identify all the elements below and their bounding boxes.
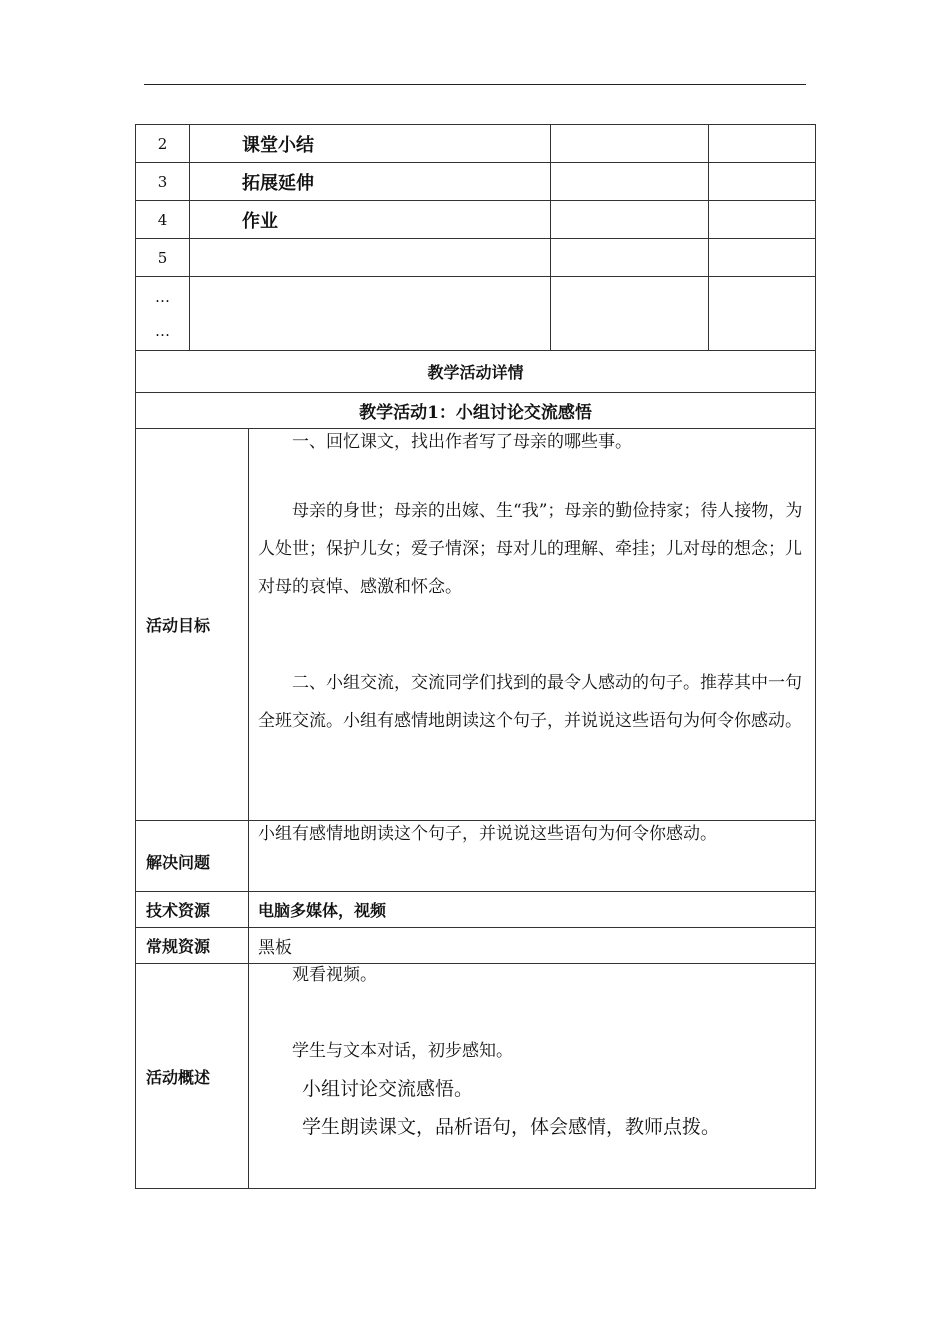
- goal-paragraph: 二、小组交流，交流同学们找到的最令人感动的句子。推荐其中一句全班交流。小组有感情地朗读这个句子，并说说这些语句为何令你感动。: [258, 673, 802, 731]
- row-title: 作业: [190, 201, 551, 239]
- row-title: [190, 239, 551, 277]
- ellipsis-line: …: [155, 287, 170, 306]
- ellipsis-cell: [136, 277, 190, 351]
- header-rule: [144, 84, 806, 85]
- row-number: 5: [136, 239, 190, 277]
- empty-cell: [551, 201, 709, 239]
- empty-cell: [709, 201, 816, 239]
- goal-content: [249, 429, 816, 821]
- row-number: 4: [136, 201, 190, 239]
- empty-cell: [551, 277, 709, 351]
- overview-row: [136, 964, 816, 1189]
- overview-content: [249, 964, 816, 1189]
- tech-row: [136, 892, 816, 928]
- overview-line: 小组讨论交流感悟。: [302, 1078, 474, 1100]
- tech-text: 电脑多媒体，视频: [249, 892, 816, 928]
- goal-label: 活动目标: [136, 429, 249, 821]
- row-title: 课堂小结: [190, 125, 551, 163]
- activity-title: 教学活动1：小组讨论交流感悟: [136, 393, 816, 429]
- tech-label: 技术资源: [136, 892, 249, 928]
- problem-label: 解决问题: [136, 821, 249, 892]
- lesson-plan-table: [135, 124, 816, 1189]
- section-title: 教学活动详情: [136, 351, 816, 393]
- problem-text: 小组有感情地朗读这个句子，并说说这些语句为何令你感动。: [258, 824, 717, 844]
- row-title: 拓展延伸: [190, 163, 551, 201]
- empty-cell: [709, 277, 816, 351]
- goal-row: [136, 429, 816, 821]
- regular-label: 常规资源: [136, 928, 249, 964]
- table-row: [136, 277, 816, 351]
- empty-cell: [709, 125, 816, 163]
- overview-line: 学生与文本对话，初步感知。: [292, 1041, 513, 1061]
- overview-label: 活动概述: [136, 964, 249, 1189]
- regular-text: 黑板: [249, 928, 816, 964]
- goal-paragraph: 一、回忆课文，找出作者写了母亲的哪些事。: [292, 432, 632, 452]
- empty-cell: [551, 125, 709, 163]
- table-row: [136, 201, 816, 239]
- table-row: [136, 125, 816, 163]
- empty-cell: [190, 277, 551, 351]
- goal-paragraph: 母亲的身世；母亲的出嫁、生“我”；母亲的勤俭持家；待人接物，为人处世；保护儿女；爱子情深；母对儿的理解、牵挂；儿对母的想念；儿对母的哀悼、感激和怀念。: [258, 501, 803, 597]
- empty-cell: [709, 163, 816, 201]
- empty-cell: [551, 239, 709, 277]
- table-row: [136, 239, 816, 277]
- problem-row: [136, 821, 816, 892]
- overview-line: 学生朗读课文，品析语句，体会感情，教师点拨。: [302, 1116, 721, 1138]
- row-number: 2: [136, 125, 190, 163]
- row-number: 3: [136, 163, 190, 201]
- empty-cell: [551, 163, 709, 201]
- section-title-row: [136, 351, 816, 393]
- ellipsis-line: …: [155, 321, 170, 340]
- overview-line: 观看视频。: [292, 965, 377, 985]
- problem-content: [249, 821, 816, 892]
- empty-cell: [709, 239, 816, 277]
- table-row: [136, 163, 816, 201]
